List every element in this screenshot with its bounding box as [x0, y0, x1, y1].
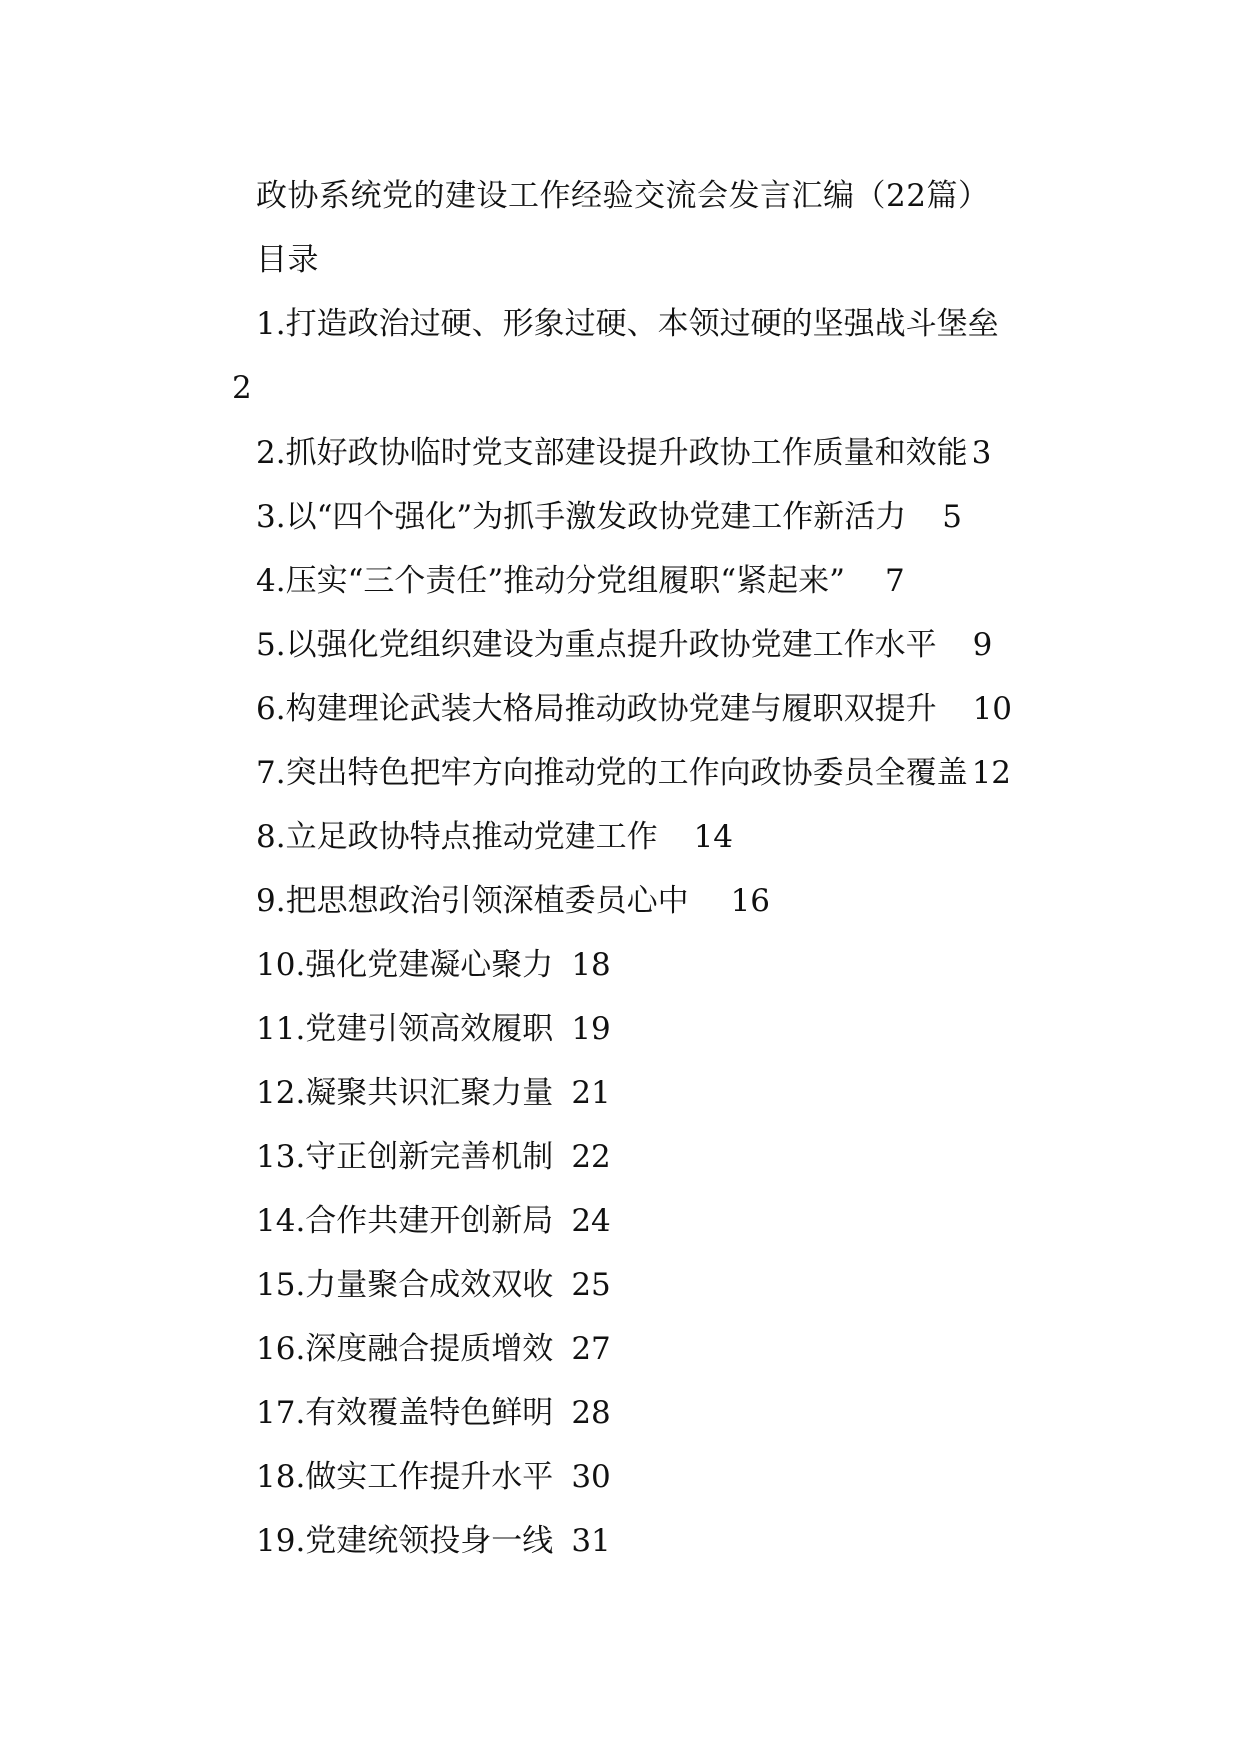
toc-item	[256, 1393, 611, 1433]
toc-item-label: 16.深度融合提质增效	[256, 1331, 554, 1367]
toc-item-label: 9.把思想政治引领深植委员心中	[256, 883, 689, 919]
toc-item-page: 22	[571, 1139, 611, 1175]
toc-item-page: 21	[571, 1075, 611, 1111]
toc-item	[256, 1457, 611, 1497]
toc-item-page: 31	[571, 1523, 611, 1559]
toc-item	[256, 689, 1012, 729]
toc-item	[256, 945, 611, 985]
toc-item-page: 19	[571, 1011, 611, 1047]
toc-item-page: 10	[972, 691, 1013, 727]
toc-item	[256, 1521, 611, 1561]
toc-item-page: 30	[571, 1459, 611, 1495]
toc-item-label: 1.打造政治过硬、形象过硬、本领过硬的坚强战斗堡垒	[256, 306, 999, 342]
toc-item	[256, 817, 733, 857]
toc-item-page: 3	[971, 435, 992, 471]
toc-item	[256, 1201, 611, 1241]
toc-item	[256, 1265, 611, 1305]
toc-item	[256, 625, 992, 665]
toc-heading: 目录	[256, 242, 319, 278]
toc-item-label: 6.构建理论武装大格局推动政协党建与履职双提升	[256, 691, 937, 727]
toc-item	[256, 1009, 611, 1049]
toc-item-label: 10.强化党建凝心聚力	[256, 947, 554, 983]
document-title: 政协系统党的建设工作经验交流会发言汇编（22篇）	[256, 178, 990, 214]
toc-item-label: 2.抓好政协临时党支部建设提升政协工作质量和效能	[256, 435, 968, 471]
toc-item	[256, 304, 999, 344]
toc-item-page: 18	[571, 947, 611, 983]
toc-item-label: 15.力量聚合成效双收	[256, 1267, 554, 1303]
toc-item-label: 4.压实“三个责任”推动分党组履职“紧起来”	[256, 563, 845, 599]
toc-item-label: 11.党建引领高效履职	[256, 1011, 554, 1047]
toc-item-page: 9	[972, 627, 993, 663]
toc-item-page: 7	[884, 563, 905, 599]
toc-item-page: 2	[232, 370, 252, 406]
toc-item-label: 3.以“四个强化”为抓手激发政协党建工作新活力	[256, 499, 907, 535]
toc-item-label: 5.以强化党组织建设为重点提升政协党建工作水平	[256, 627, 937, 663]
toc-item-page: 28	[571, 1395, 611, 1431]
toc-item-page: 24	[571, 1203, 611, 1239]
toc-item-label: 13.守正创新完善机制	[256, 1139, 554, 1175]
toc-item-label: 8.立足政协特点推动党建工作	[256, 819, 658, 855]
toc-item-label: 7.突出特色把牢方向推动党的工作向政协委员全覆盖	[256, 755, 968, 791]
toc-item	[256, 433, 991, 473]
toc-item-page: 12	[971, 755, 1012, 791]
toc-item-label: 14.合作共建开创新局	[256, 1203, 554, 1239]
toc-item	[256, 497, 962, 537]
toc-item-label: 18.做实工作提升水平	[256, 1459, 554, 1495]
toc-item-page: 16	[730, 883, 771, 919]
toc-item	[256, 1073, 611, 1113]
toc-item	[256, 1137, 611, 1177]
toc-item-page: 27	[571, 1331, 611, 1367]
toc-item-label: 12.凝聚共识汇聚力量	[256, 1075, 554, 1111]
toc-item	[256, 561, 905, 601]
toc-item-page: 14	[693, 819, 734, 855]
toc-item	[256, 881, 770, 921]
toc-item-label: 17.有效覆盖特色鲜明	[256, 1395, 554, 1431]
toc-item-label: 19.党建统领投身一线	[256, 1523, 554, 1559]
toc-item	[256, 1329, 611, 1369]
toc-item	[256, 753, 1011, 793]
toc-item-page: 25	[571, 1267, 611, 1303]
toc-item-page: 5	[942, 499, 963, 535]
